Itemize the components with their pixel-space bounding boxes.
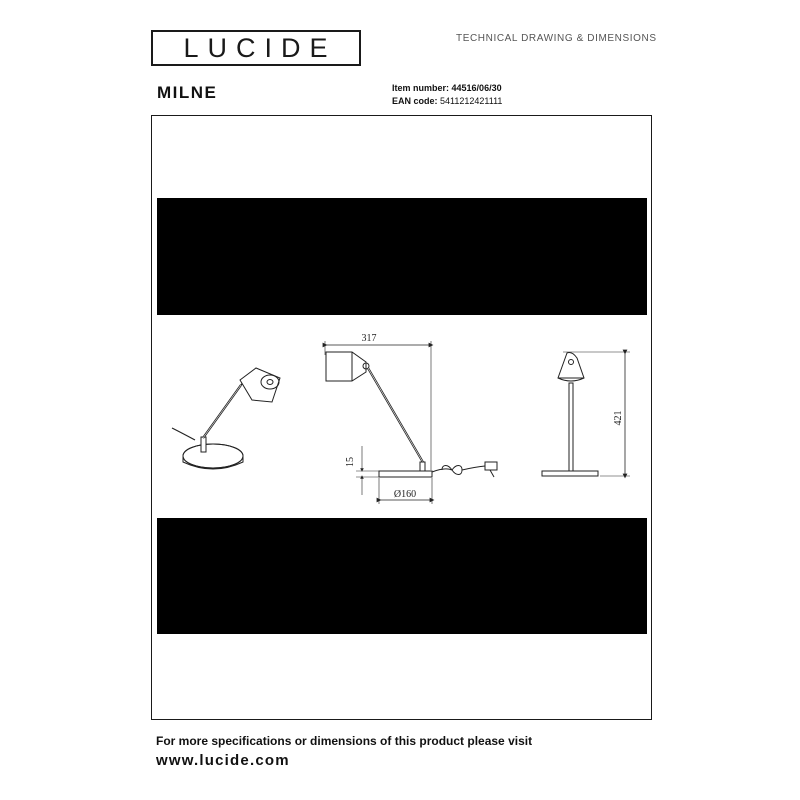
ean-label: EAN code: [392, 96, 438, 106]
footer-note: For more specifications or dimensions of this product please visit [156, 734, 533, 748]
dimension-width-label: 317 [361, 333, 377, 344]
dimension-base-thickness-label: 15 [345, 457, 356, 467]
dimension-height-label: 421 [613, 410, 624, 426]
lamp-side-view [325, 341, 497, 504]
lamp-perspective-view [172, 368, 280, 469]
item-number-value: 44516/06/30 [451, 83, 502, 93]
dimension-base-diameter-label: Ø160 [393, 489, 417, 500]
document-title: TECHNICAL DRAWING & DIMENSIONS [456, 33, 657, 44]
product-name: MILNE [157, 83, 218, 102]
footer-website-link[interactable]: www.lucide.com [156, 752, 290, 769]
brand-logo-text: LUCIDE [183, 32, 337, 63]
ean-value: 5411212421111 [440, 96, 503, 106]
item-number-label: Item number: [392, 83, 450, 93]
